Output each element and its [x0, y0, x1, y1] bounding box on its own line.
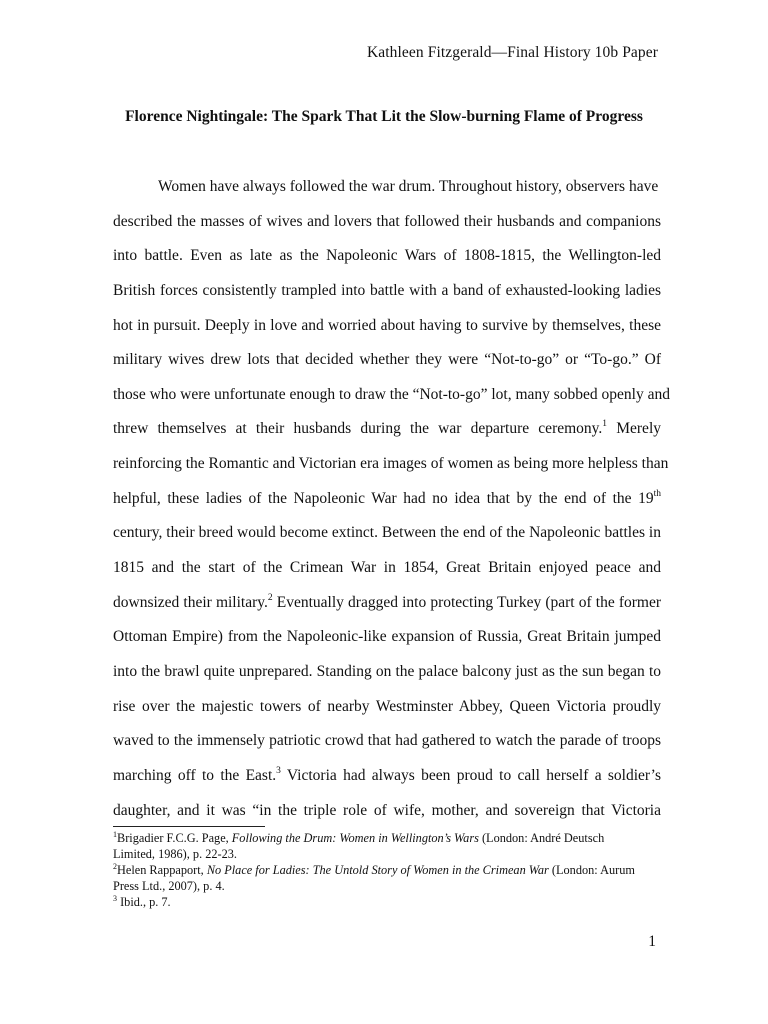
footnote-2: $^2$Helen Rappaport, No Place for Ladies: The Untold Story of Women in the Crimean War (London: Aurum	[113, 862, 635, 877]
body-line: Women have always followed the war drum. Throughout history, observers have	[158, 178, 659, 195]
footnote-1-cont: Limited, 1986), p. 22-23.	[113, 847, 237, 861]
body-line: British forces consistently trampled into battle with a band of exhausted-looking ladies	[113, 281, 661, 299]
body-line: described the masses of wives and lovers that followed their husbands and companions	[113, 212, 661, 230]
footnote-ref: 2	[267, 592, 273, 603]
footnote-3: $^3$ Ibid., p. 7.	[113, 894, 171, 909]
body-text	[113, 176, 670, 834]
body-line: waved to the immensely patriotic crowd that had gathered to watch the parade of troops	[113, 732, 661, 750]
body-line: Ottoman Empire) from the Napoleonic-like expansion of Russia, Great Britain jumped	[113, 628, 661, 646]
body-line: 1815 and the start of the Crimean War in 1854, Great Britain enjoyed peace and	[113, 559, 661, 577]
body-line: century, their breed would become extinct. Between the end of the Napoleonic battles in	[113, 524, 661, 542]
body-line: those who were unfortunate enough to draw the “Not-to-go” lot, many sobbed openly and	[113, 385, 670, 403]
page-number: 1	[648, 933, 656, 950]
superscript-ordinal: th	[653, 488, 661, 499]
footnote-1: $^1$Brigadier F.C.G. Page, Following the Drum: Women in Wellington’s Wars (London: André Deutsch	[113, 830, 605, 845]
paper-title: Florence Nightingale: The Spark That Lit the Slow-burning Flame of Progress	[125, 108, 643, 125]
body-line: into the brawl quite unprepared. Standing on the palace balcony just as the sun began to	[113, 662, 661, 680]
body-line: threw themselves at their husbands during the war departure ceremony.$^1$ Merely	[113, 419, 661, 438]
footnotes	[113, 830, 661, 910]
footnote-ref: 1	[602, 419, 608, 430]
body-line: downsized their military.$^2$ Eventually dragged into protecting Turkey (part of the former	[113, 592, 661, 611]
body-line: helpful, these ladies of the Napoleonic War had no idea that by the end of the 19th	[113, 488, 661, 507]
body-line: into battle. Even as late as the Napoleonic Wars of 1808-1815, the Wellington-led	[113, 247, 661, 265]
body-line: marching off to the East.$^3$ Victoria had always been proud to call herself a soldier’s	[113, 765, 661, 784]
footnote-separator	[113, 826, 265, 827]
body-line: hot in pursuit. Deeply in love and worried about having to survive by themselves, these	[113, 316, 661, 334]
body-line: reinforcing the Romantic and Victorian era images of women as being more helpless than	[113, 455, 669, 473]
body-line: rise over the majestic towers of nearby Westminster Abbey, Queen Victoria proudly	[113, 697, 661, 715]
body-line: daughter, and it was “in the triple role of wife, mother, and sovereign that Victoria	[113, 801, 661, 819]
body-line: military wives drew lots that decided whether they were “Not-to-go” or “To-go.” Of	[113, 351, 661, 369]
footnote-2-cont: Press Ltd., 2007), p. 4.	[113, 879, 225, 893]
running-header: Kathleen Fitzgerald—Final History 10b Paper	[367, 44, 658, 61]
footnote-ref: 3	[276, 765, 281, 776]
